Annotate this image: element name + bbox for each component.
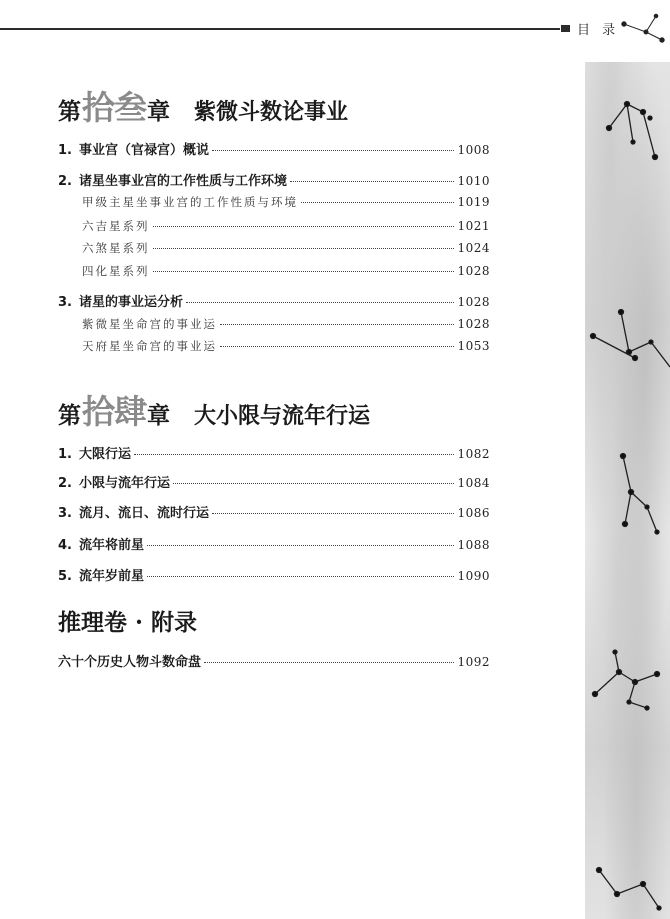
toc-entry[interactable] <box>58 291 490 310</box>
toc-entry-label: 大限行运 <box>78 447 131 462</box>
dot-leader <box>212 513 454 514</box>
toc-subentry-label: 六吉星系列 <box>82 219 150 233</box>
toc-entry-label: 小限与流年行运 <box>78 476 170 491</box>
constellation-icon <box>612 6 670 48</box>
toc-entry-page: 1082 <box>457 447 490 461</box>
chapter-numeral: 拾叁 <box>82 88 146 127</box>
toc-entry-label: 事业宫（官禄宫）概说 <box>78 143 209 158</box>
chapter-numeral: 拾肆 <box>82 392 146 431</box>
toc-entry[interactable] <box>58 443 490 462</box>
toc-subentry-page: 1028 <box>457 264 490 278</box>
toc-subentry-label: 天府星坐命宫的事业运 <box>82 339 217 353</box>
toc-subentry-page: 1021 <box>457 219 490 233</box>
toc-entry-label: 流月、流日、流时行运 <box>78 506 209 521</box>
toc-subentry-page: 1024 <box>457 241 490 255</box>
toc-entry-label: 流年岁前星 <box>78 569 144 584</box>
toc-subentry-label: 六煞星系列 <box>82 241 150 255</box>
toc-entry-label: 流年将前星 <box>78 538 144 553</box>
constellation-decoration <box>585 62 670 919</box>
toc-entry[interactable] <box>58 565 490 584</box>
toc-subentry-label: 紫微星坐命宫的事业运 <box>82 317 217 331</box>
appendix-title: 推理卷 · 附录 <box>58 609 198 636</box>
toc-entry-number: 1. <box>58 447 72 462</box>
chapter-title: 大小限与流年行运 <box>194 403 371 429</box>
dot-leader <box>301 202 454 203</box>
toc-entry-label: 诸星的事业运分析 <box>78 295 183 310</box>
toc-entry-page: 1084 <box>457 476 490 490</box>
dot-leader <box>204 662 454 663</box>
toc-entry[interactable] <box>58 651 490 670</box>
header-rule-marker <box>561 25 570 32</box>
dot-leader <box>220 324 454 325</box>
toc-subentry-label: 四化星系列 <box>82 264 150 278</box>
toc-entry-number: 4. <box>58 538 72 553</box>
chapter-title: 紫微斗数论事业 <box>194 99 349 125</box>
toc-subentry[interactable] <box>82 240 490 256</box>
toc-entry-number: 3. <box>58 506 72 521</box>
toc-entry-number: 5. <box>58 569 72 584</box>
toc-subentry[interactable] <box>82 263 490 279</box>
toc-entry-number: 2. <box>58 174 72 189</box>
toc-entry-number: 2. <box>58 476 72 491</box>
toc-subentry[interactable] <box>82 338 490 354</box>
dot-leader <box>153 271 455 272</box>
toc-entry-page: 1088 <box>457 538 490 552</box>
chapter-suffix: 章 <box>147 402 170 429</box>
toc-subentry-label: 甲级主星坐事业宫的工作性质与环境 <box>82 195 298 209</box>
toc-entry-label: 诸星坐事业宫的工作性质与工作环境 <box>78 174 287 189</box>
toc-entry-number: 3. <box>58 295 72 310</box>
chapter-prefix: 第 <box>58 402 81 429</box>
chapter-heading <box>58 82 348 129</box>
dot-leader <box>290 181 454 182</box>
header-label: 目 录 <box>577 23 620 38</box>
toc-entry-page: 1086 <box>457 506 490 520</box>
dot-leader <box>212 150 454 151</box>
toc-subentry[interactable] <box>82 194 490 210</box>
dot-leader <box>134 454 454 455</box>
toc-subentry-page: 1028 <box>457 317 490 331</box>
toc-entry-page: 1092 <box>457 655 490 669</box>
toc-entry[interactable] <box>58 472 490 491</box>
toc-entry[interactable] <box>58 139 490 158</box>
toc-entry[interactable] <box>58 502 490 521</box>
dot-leader <box>147 545 454 546</box>
toc-entry-page: 1008 <box>457 143 490 157</box>
dot-leader <box>147 576 454 577</box>
toc-subentry[interactable] <box>82 316 490 332</box>
chapter-heading <box>58 386 370 433</box>
toc-entry-label: 六十个历史人物斗数命盘 <box>58 655 202 670</box>
header-rule <box>0 28 560 30</box>
toc-subentry[interactable] <box>82 218 490 234</box>
dot-leader <box>186 302 454 303</box>
dot-leader <box>220 346 454 347</box>
dot-leader <box>153 248 455 249</box>
toc-subentry-page: 1053 <box>457 339 490 353</box>
toc-subentry-page: 1019 <box>457 195 490 209</box>
toc-entry-number: 1. <box>58 143 72 158</box>
chapter-suffix: 章 <box>147 98 170 125</box>
toc-entry-page: 1090 <box>457 569 490 583</box>
decorative-side-panel <box>585 62 670 919</box>
toc-entry[interactable] <box>58 534 490 553</box>
toc-entry-page: 1010 <box>457 174 490 188</box>
dot-leader <box>153 226 455 227</box>
toc-entry[interactable] <box>58 170 490 189</box>
dot-leader <box>173 483 454 484</box>
toc-entry-page: 1028 <box>457 295 490 309</box>
chapter-prefix: 第 <box>58 98 81 125</box>
